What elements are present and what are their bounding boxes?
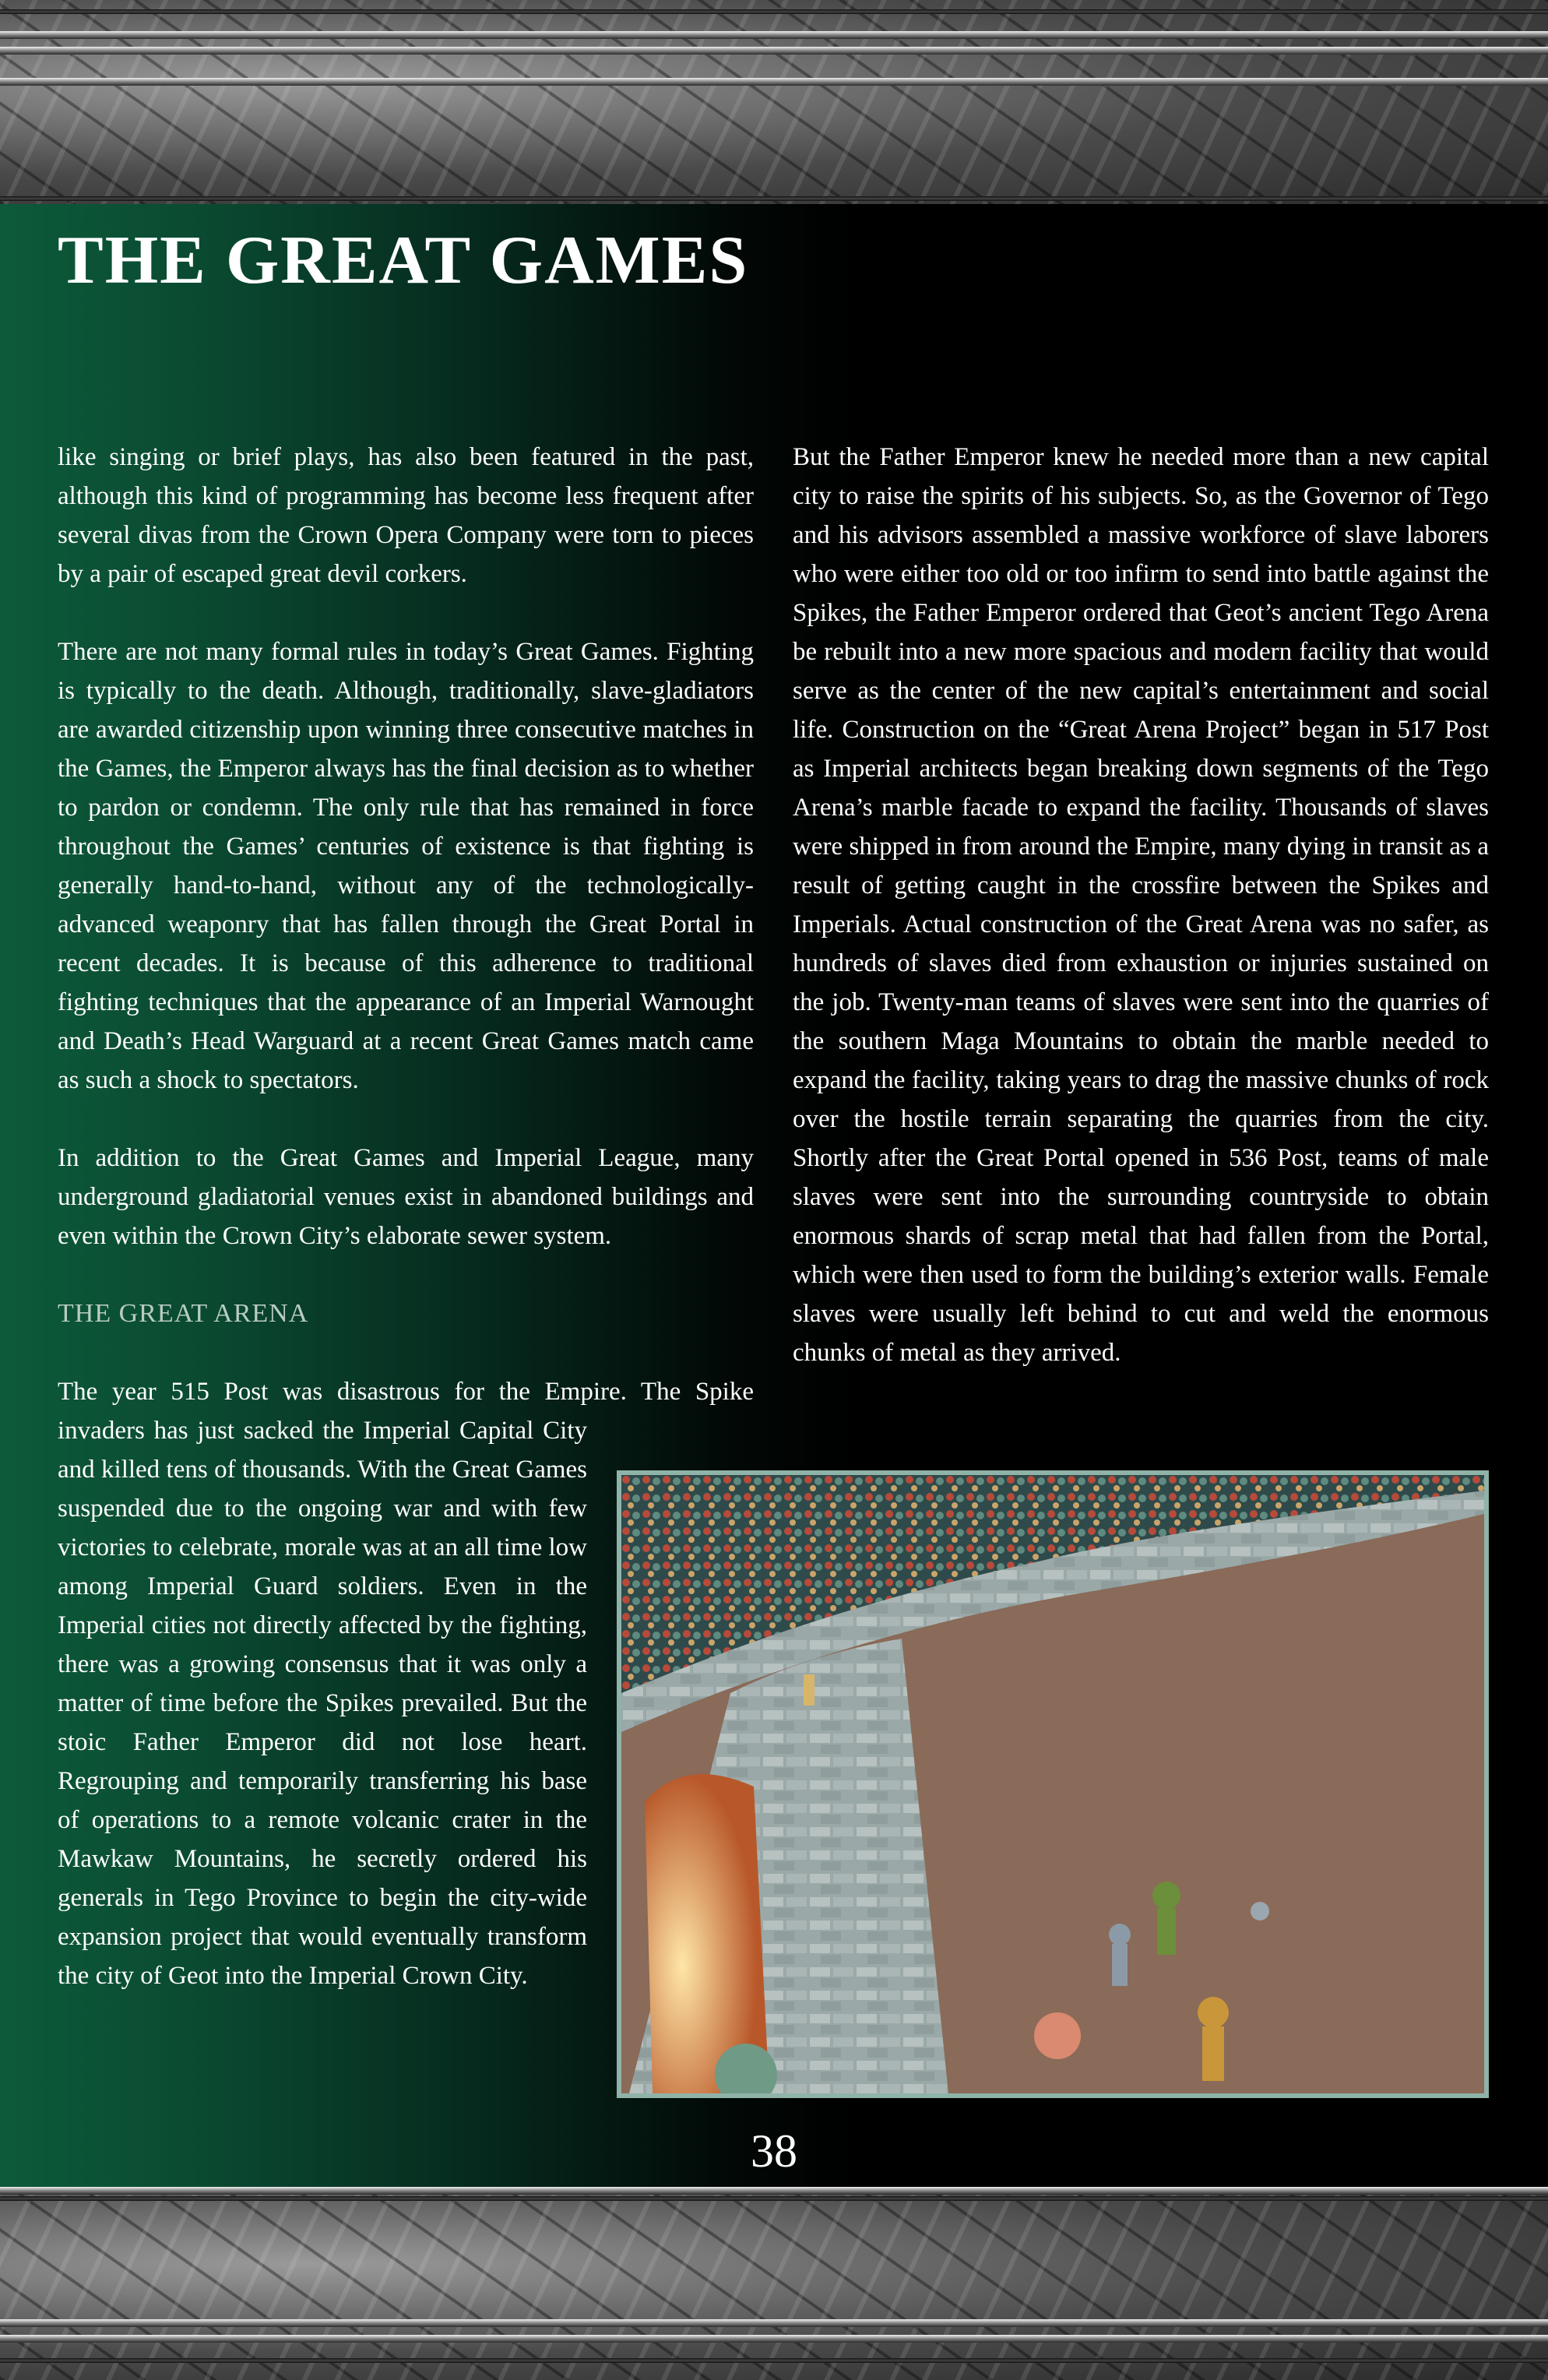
gladiator-figure xyxy=(1202,2026,1224,2081)
top-rail-bottom xyxy=(0,196,1548,201)
top-rail-chrome-3 xyxy=(0,78,1548,86)
right-column xyxy=(793,438,1489,1372)
paragraph-first-line: The year 515 Post was disastrous for the Empire. The Spike xyxy=(58,1378,754,1406)
gladiator-figure xyxy=(1112,1944,1128,1986)
top-rail-chrome xyxy=(0,31,1548,39)
page-number: 38 xyxy=(751,2125,797,2177)
arena-illustration xyxy=(617,1470,1489,2098)
bottom-rail-chrome-2 xyxy=(0,2335,1548,2343)
bottom-stone-border xyxy=(0,2187,1548,2380)
top-rail-chrome-2 xyxy=(0,47,1548,55)
foreground-hand xyxy=(1034,2012,1081,2059)
bottom-rail-top xyxy=(0,2187,1548,2195)
section-heading: THE GREAT ARENA xyxy=(58,1299,309,1328)
arena-illustration-art xyxy=(621,1475,1484,2093)
paragraph: But the Father Emperor knew he needed more than a new capital city to raise the spirits of his subjects. So, as the Governor of Tego and his advisors assembled a massive workforce of slave laborers who were either too old or too infirm to send into battle against the Spikes, the Father Emperor ordered that Geot’s ancient Tego Arena be rebuilt into a new more spacious and modern facility that would serve as the center of the new capital’s entertainment and social life. Construction on the “Great Arena Project” began in 517 Post as Imperial architects began breaking down segments of the Tego Arena’s marble facade to expand the facility. Thousands of slaves were shipped in from around the Empire, many dying in transit as a result of getting caught in the crossfire between the Spikes and Imperials. Actual construction of the Great Arena was no safer, as hundreds of slaves died from exhaustion or injuries sustained on the job. Twenty-man teams of slaves were sent into the quarries of the southern Maga Mountains to obtain the marble needed to expand the facility, taking years to drag the massive chunks of rock over the hostile terrain separating the quarries from the city. Shortly after the Great Portal opened in 536 Post, teams of male slaves were sent into the surrounding countryside to obtain enormous shards of scrap metal that had fallen from the Portal, which were then used to form the building’s exterior walls. Female slaves were usually left behind to cut and weld the enormous chunks of metal as they arrived. xyxy=(793,443,1489,1367)
bottom-rail-dark-2 xyxy=(0,2358,1548,2363)
gladiator-figure xyxy=(1251,1902,1269,1921)
gladiator-figure xyxy=(1198,1997,1229,2028)
bottom-rail-chrome xyxy=(0,2319,1548,2327)
gladiator-figure xyxy=(1152,1882,1180,1910)
top-stone-border xyxy=(0,0,1548,204)
gladiator-figure xyxy=(804,1674,814,1706)
paragraph-continuation: invaders has just sacked the Imperial Capital City and killed tens of thousands. With the Great Games suspended due to the ongoing war and with few victories to celebrate, morale was at an all time low among Imperial Guard soldiers. Even in the Imperial cities not directly affected by the fighting, there was a growing consensus that it was only a matter of time before the Spikes prevailed. But the stoic Father Emperor did not lose heart. Regrouping and temporarily transferring his base of operations to a remote volcanic crater in the Mawkaw Mountains, he secretly ordered his generals in Tego Province to begin the city-wide expansion project that would eventually transform the city of Geot into the Imperial Crown City. xyxy=(58,1417,587,1990)
paragraph: like singing or brief plays, has also been featured in the past, although this kind of programming has become less frequent after several divas from the Crown Opera Company were torn to pieces by a pair of escaped great devil corkers. xyxy=(58,443,754,588)
bottom-rail-dark xyxy=(0,2196,1548,2201)
gladiator-figure xyxy=(1157,1908,1176,1955)
page-content xyxy=(0,204,1548,2187)
paragraph: There are not many formal rules in today’s Great Games. Fighting is typically to the death. Although, traditionally, slave-gladiators are awarded citizenship upon winning three consecutive matches in the Games, the Emperor always has the final decision as to whether to pardon or condemn. The only rule that has remained in force throughout the Games’ centuries of existence is that fighting is generally hand-to-hand, without any of the technologically-advanced weaponry that has fallen through the Great Portal in recent decades. It is because of this adherence to traditional fighting techniques that the appearance of an Imperial Warnought and Death’s Head Warguard at a recent Great Games match came as such a shock to spectators. xyxy=(58,638,754,1094)
top-rail-upper xyxy=(0,9,1548,14)
page-title: THE GREAT GAMES xyxy=(58,223,749,298)
gladiator-figure xyxy=(1109,1924,1131,1945)
paragraph: In addition to the Great Games and Imperial League, many underground gladiatorial venues exist in abandoned buildings and even within the Crown City’s elaborate sewer system. xyxy=(58,1144,754,1250)
